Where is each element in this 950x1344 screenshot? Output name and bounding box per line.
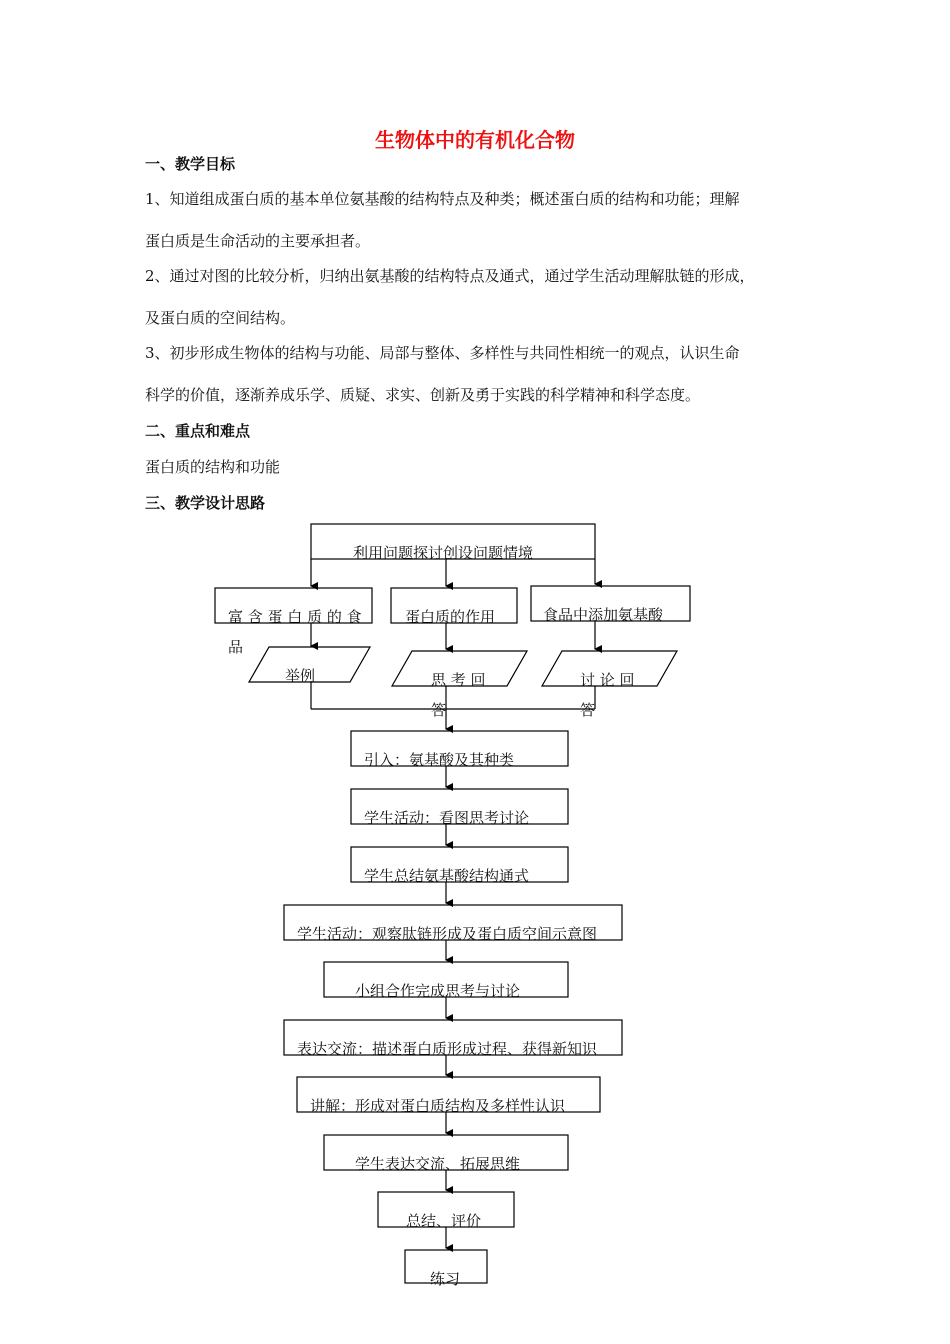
goal-line: 及蛋白质的空间结构。	[145, 309, 296, 327]
flow-step-label: 小组合作完成思考与讨论	[355, 982, 521, 1000]
flow-step-label: 学生总结氨基酸结构通式	[364, 867, 530, 885]
flow-branch-label: 富 含 蛋 白 质 的 食 品	[228, 608, 362, 656]
flow-step-label: 讲解：形成对蛋白质结构及多样性认识	[310, 1097, 566, 1115]
goal-line: 蛋白质是生命活动的主要承担者。	[145, 232, 371, 250]
flow-step-label: 学生活动：观察肽链形成及蛋白质空间示意图	[297, 925, 598, 943]
flow-step-label: 总结、评价	[406, 1212, 482, 1230]
flow-branch-label: 蛋白质的作用	[405, 608, 496, 626]
goal-line: 3、初步形成生物体的结构与功能、局部与整体、多样性与共同性相统一的观点，认识生命	[145, 344, 740, 362]
flow-step-label: 表达交流：描述蛋白质形成过程、获得新知识	[297, 1040, 598, 1058]
flow-parallel-label: 举例	[285, 667, 316, 685]
page-title: 生物体中的有机化合物	[375, 128, 575, 152]
goal-line: 2、通过对图的比较分析，归纳出氨基酸的结构特点及通式，通过学生活动理解肽链的形成，	[145, 267, 755, 285]
flow-parallel-label: 思 考 回 答	[431, 671, 486, 719]
goal-line: 科学的价值，逐渐养成乐学、质疑、求实、创新及勇于实践的科学精神和科学态度。	[145, 386, 701, 404]
flow-step-label: 练习	[430, 1270, 461, 1288]
flow-top-label: 利用问题探讨创设问题情境	[353, 544, 534, 562]
key-points-text: 蛋白质的结构和功能	[145, 458, 281, 476]
section-heading-design: 三、教学设计思路	[145, 494, 266, 512]
section-heading-goals: 一、教学目标	[145, 155, 236, 173]
flow-branch-label: 食品中添加氨基酸	[543, 606, 664, 624]
flow-parallel-label: 讨 论 回 答	[580, 671, 635, 719]
flow-step-label: 学生表达交流、拓展思维	[355, 1155, 521, 1173]
flow-step-label: 学生活动：看图思考讨论	[364, 809, 530, 827]
flow-step-label: 引入：氨基酸及其种类	[364, 751, 515, 769]
section-heading-key-points: 二、重点和难点	[145, 422, 251, 440]
goal-line: 1、知道组成蛋白质的基本单位氨基酸的结构特点及种类；概述蛋白质的结构和功能；理解	[145, 190, 740, 208]
